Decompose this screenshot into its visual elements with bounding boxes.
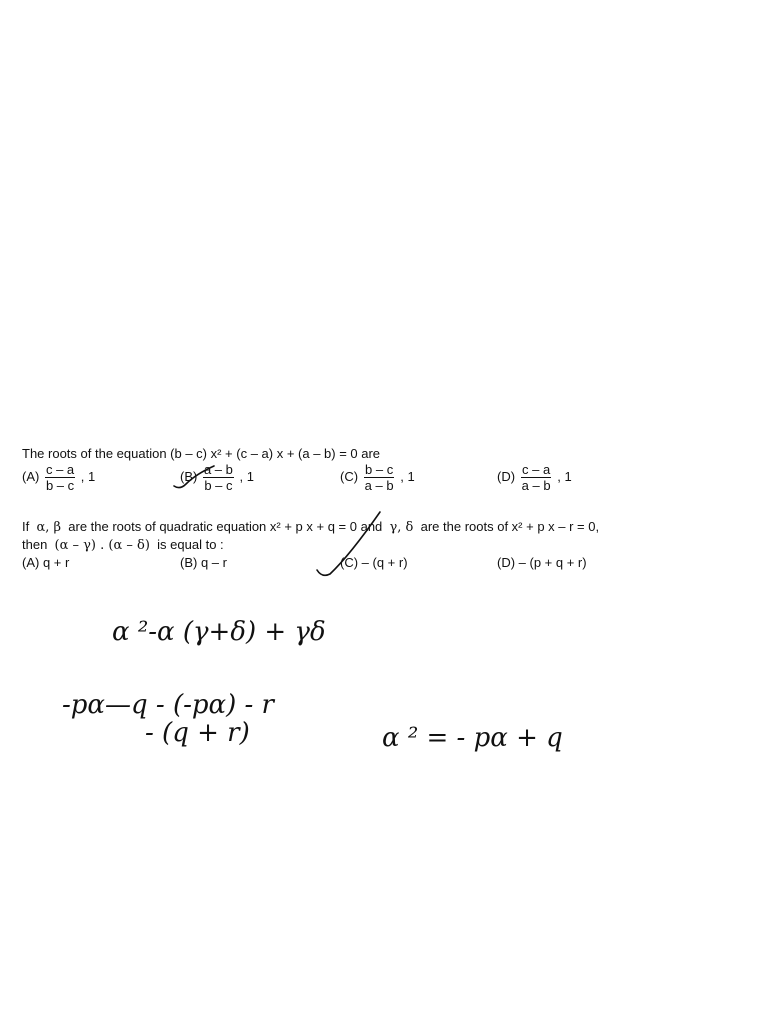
- text-fragment: If: [22, 519, 30, 534]
- option-label: (D): [497, 468, 516, 484]
- question-1-stem: The roots of the equation (b – c) x² + (c – a) x + (a – b) = 0 are: [22, 446, 381, 461]
- question-2-option-c[interactable]: (C) – (q + r): [340, 555, 408, 570]
- text-fragment: then: [22, 537, 48, 552]
- text-fragment: are the roots of quadratic equation x² + p x + q = 0 and: [68, 519, 383, 534]
- option-tail: , 1: [400, 468, 415, 484]
- tick-mark-q2: [317, 512, 380, 575]
- option-label: (C): [340, 468, 359, 484]
- handwritten-line-3: - (q + r): [145, 718, 250, 748]
- option-label: (B): [180, 468, 198, 484]
- question-2-option-a[interactable]: (A) q + r: [22, 555, 70, 570]
- text-fragment: are the roots of x² + p x – r = 0,: [420, 519, 600, 534]
- handwritten-line-1: α ²-α (γ+δ) + γδ: [112, 617, 326, 647]
- fraction-denominator: a – b: [521, 478, 551, 493]
- fraction-numerator: a – b: [203, 462, 233, 477]
- handwritten-line-2: -pα—q - (-pα) - r: [62, 690, 274, 720]
- option-label: (A): [22, 468, 40, 484]
- fraction-denominator: a – b: [364, 478, 394, 493]
- fraction-numerator: b – c: [365, 462, 394, 477]
- fraction-numerator: c – a: [45, 462, 75, 477]
- option-tail: , 1: [80, 468, 96, 484]
- fraction-numerator: c – a: [522, 462, 551, 477]
- handwritten-line-4: α ² = - pα + q: [382, 723, 563, 753]
- option-tail: , 1: [239, 468, 254, 484]
- question-2-option-d[interactable]: (D) – (p + q + r): [497, 555, 587, 570]
- question-2-option-b[interactable]: (B) q – r: [180, 555, 227, 570]
- greek-gamma-delta: γ, δ: [389, 520, 414, 535]
- text-fragment: is equal to :: [157, 537, 224, 552]
- tick-mark-q1: [174, 466, 214, 488]
- fraction-denominator: b – c: [204, 478, 233, 493]
- fraction-denominator: b – c: [45, 478, 75, 493]
- option-tail: , 1: [557, 468, 572, 484]
- greek-expression: (α – γ) . (α – δ): [54, 538, 150, 553]
- greek-alpha-beta: α, β: [36, 520, 62, 535]
